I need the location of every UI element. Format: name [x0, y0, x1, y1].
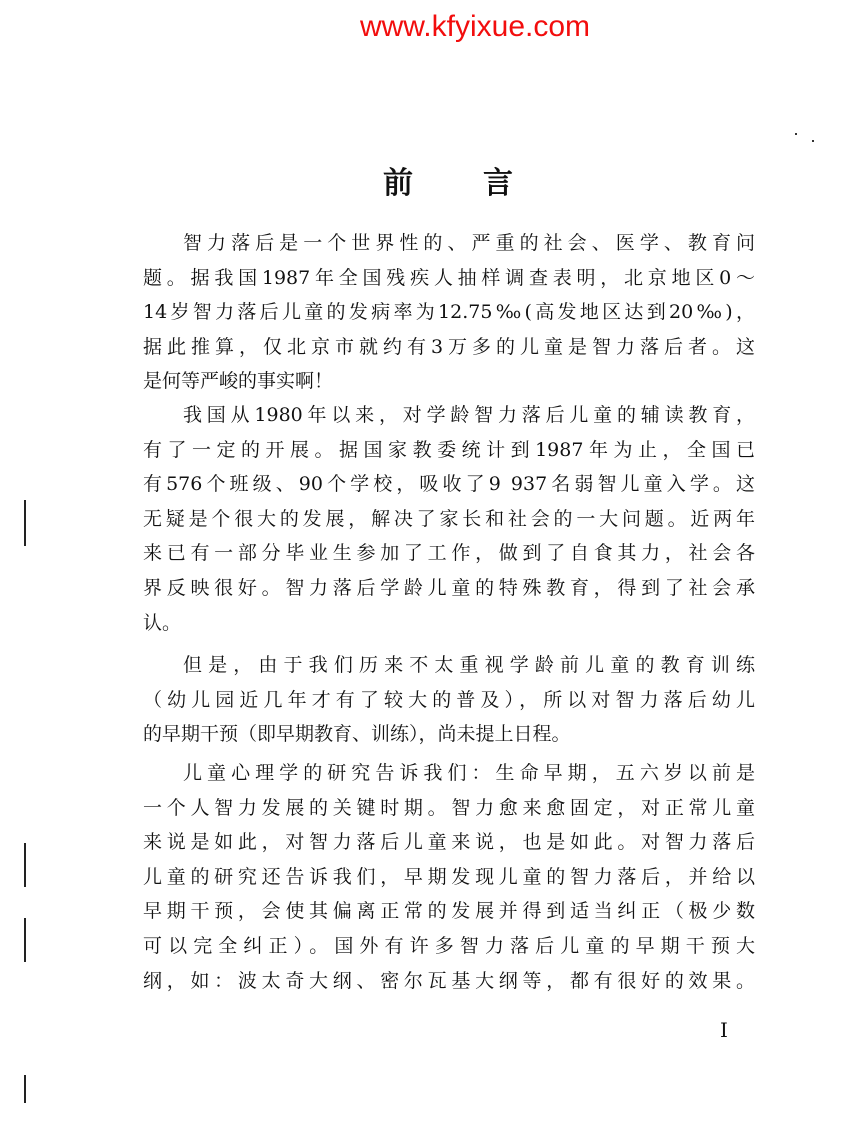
paragraph-4	[143, 756, 755, 998]
text-line: 认。	[143, 611, 182, 634]
title-char-2: 言	[483, 166, 513, 201]
page-number: I	[720, 1018, 728, 1042]
paragraph-1	[143, 226, 755, 399]
watermark-url: www.kfyixue.com	[359, 10, 591, 43]
text-line: 有576个班级、90个学校，吸收了9 937名弱智儿童入学。这	[143, 473, 755, 496]
text-line: 的早期干预（即早期教育、训练），尚未提上日程。	[143, 723, 571, 746]
page-title	[383, 158, 513, 202]
text-line: 智力落后是一个世界性的、严重的社会、医学、教育问	[183, 232, 755, 254]
text-line: 儿童的研究还告诉我们，早期发现儿童的智力落后，并给以	[143, 865, 755, 888]
text-line: 无疑是个很大的发展，解决了家长和社会的一大问题。近两年	[143, 507, 755, 530]
text-line: 题。据我国1987年全国残疾人抽样调查表明，北京地区0～	[143, 266, 755, 289]
scan-artifact-dot	[795, 133, 797, 135]
text-line: 据此推算，仅北京市就约有3万多的儿童是智力落后者。这	[143, 335, 755, 358]
scan-artifact-bar	[24, 500, 26, 546]
text-line: 一个人智力发展的关键时期。智力愈来愈固定，对正常儿童	[143, 796, 755, 819]
title-char-1: 前	[383, 166, 413, 201]
scan-artifact-bar	[24, 918, 26, 962]
text-line: （幼儿园近几年才有了较大的普及），所以对智力落后幼儿	[143, 688, 755, 711]
text-line: 来说是如此，对智力落后儿童来说，也是如此。对智力落后	[143, 831, 755, 854]
scan-artifact-bar	[24, 843, 26, 887]
text-line: 但是，由于我们历来不太重视学龄前儿童的教育训练	[183, 654, 755, 676]
paragraph-3	[143, 648, 755, 752]
text-line: 有了一定的开展。据国家教委统计到1987年为止，全国已	[143, 438, 755, 461]
text-line: 来已有一部分毕业生参加了工作，做到了自食其力，社会各	[143, 542, 755, 565]
text-line: 早期干预，会使其偏离正常的发展并得到适当纠正（极少数	[143, 900, 755, 923]
text-line: 可以完全纠正）。国外有许多智力落后儿童的早期干预大	[143, 934, 755, 957]
text-line: 界反映很好。智力落后学龄儿童的特殊教育，得到了社会承	[143, 576, 755, 599]
scan-artifact-bar	[24, 1075, 26, 1103]
text-line: 我国从1980年以来，对学龄智力落后儿童的辅读教育，	[183, 404, 755, 426]
text-line: 是何等严峻的事实啊！	[143, 370, 334, 393]
text-line: 纲，如：波太奇大纲、密尔瓦基大纲等，都有很好的效果。	[143, 969, 755, 992]
text-line: 儿童心理学的研究告诉我们：生命早期，五六岁以前是	[183, 762, 755, 784]
paragraph-2	[143, 398, 755, 640]
text-line: 14岁智力落后儿童的发病率为12.75‰(高发地区达到20‰)，	[143, 301, 755, 324]
scan-artifact-dot	[812, 140, 814, 142]
